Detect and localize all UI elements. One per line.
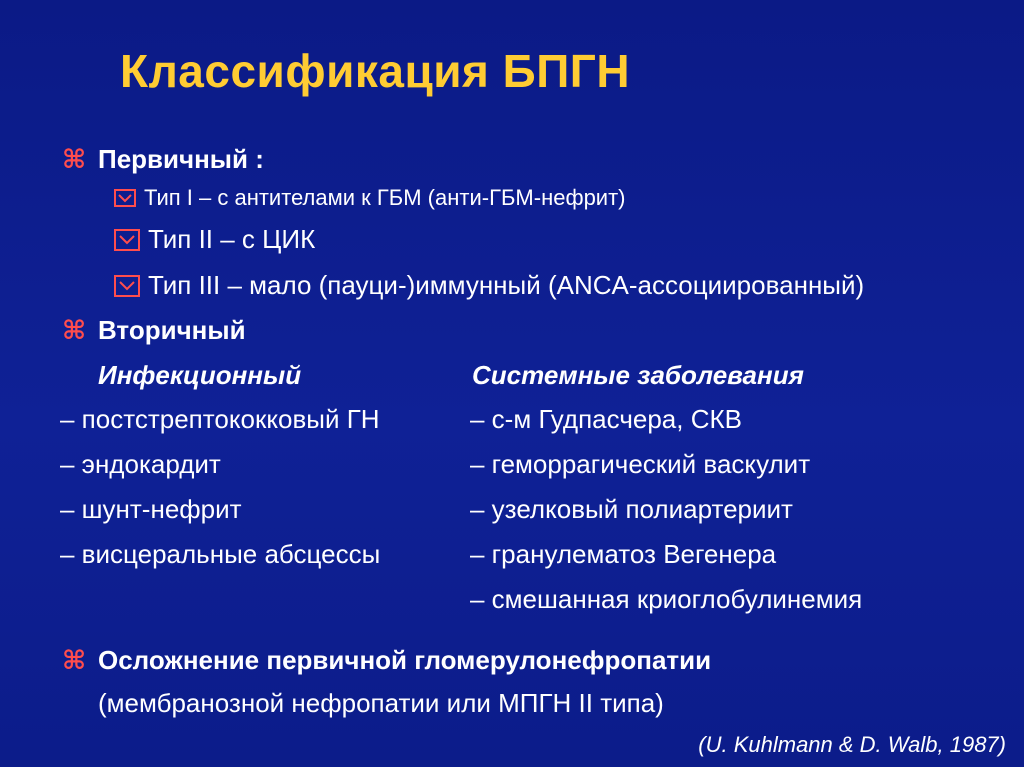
primary-item-text: Тип III – мало (пауци-)иммунный (ANCA-ассоциированный) <box>148 270 865 300</box>
primary-bullet <box>62 144 264 175</box>
secondary-bullet <box>62 315 246 346</box>
list-item: – гранулематоз Вегенера <box>470 539 777 569</box>
command-bullet-icon: ⌘ <box>62 315 87 346</box>
list-item: – геморрагический васкулит <box>470 449 811 479</box>
list-item: – висцеральные абсцессы <box>60 539 381 569</box>
checkbox-arrow-icon <box>114 229 140 251</box>
list-item: – шунт-нефрит <box>60 494 242 524</box>
primary-label: Первичный : <box>98 144 264 174</box>
citation: (U. Kuhlmann & D. Walb, 1987) <box>698 732 1006 757</box>
complication-label: Осложнение первичной гломерулонефропатии <box>98 645 712 675</box>
infectious-header: Инфекционный <box>98 360 302 390</box>
primary-item-text: Тип II – с ЦИК <box>148 224 316 254</box>
list-item: – узелковый полиартериит <box>470 494 793 524</box>
secondary-label: Вторичный <box>98 315 246 345</box>
complication-bullet <box>62 645 711 676</box>
slide-title: Классификация БПГН <box>120 45 631 97</box>
list-item: – эндокардит <box>60 449 221 479</box>
list-item: – постстрептококковый ГН <box>60 404 380 434</box>
infectious-list <box>60 397 380 577</box>
checkbox-arrow-icon <box>114 275 140 297</box>
command-bullet-icon: ⌘ <box>62 645 87 676</box>
primary-item <box>114 185 626 211</box>
primary-item <box>114 224 315 255</box>
command-bullet-icon: ⌘ <box>62 144 87 175</box>
list-item: – с-м Гудпасчера, СКВ <box>470 404 742 434</box>
primary-item-text: Тип I – с антителами к ГБМ (анти-ГБМ-нефрит) <box>144 185 626 210</box>
list-item: – смешанная криоглобулинемия <box>470 584 863 614</box>
primary-item <box>114 270 864 301</box>
complication-detail: (мембранозной нефропатии или МПГН II типа) <box>98 688 664 718</box>
systemic-list <box>470 397 862 622</box>
checkbox-arrow-icon <box>114 189 136 207</box>
systemic-header: Системные заболевания <box>472 360 804 390</box>
